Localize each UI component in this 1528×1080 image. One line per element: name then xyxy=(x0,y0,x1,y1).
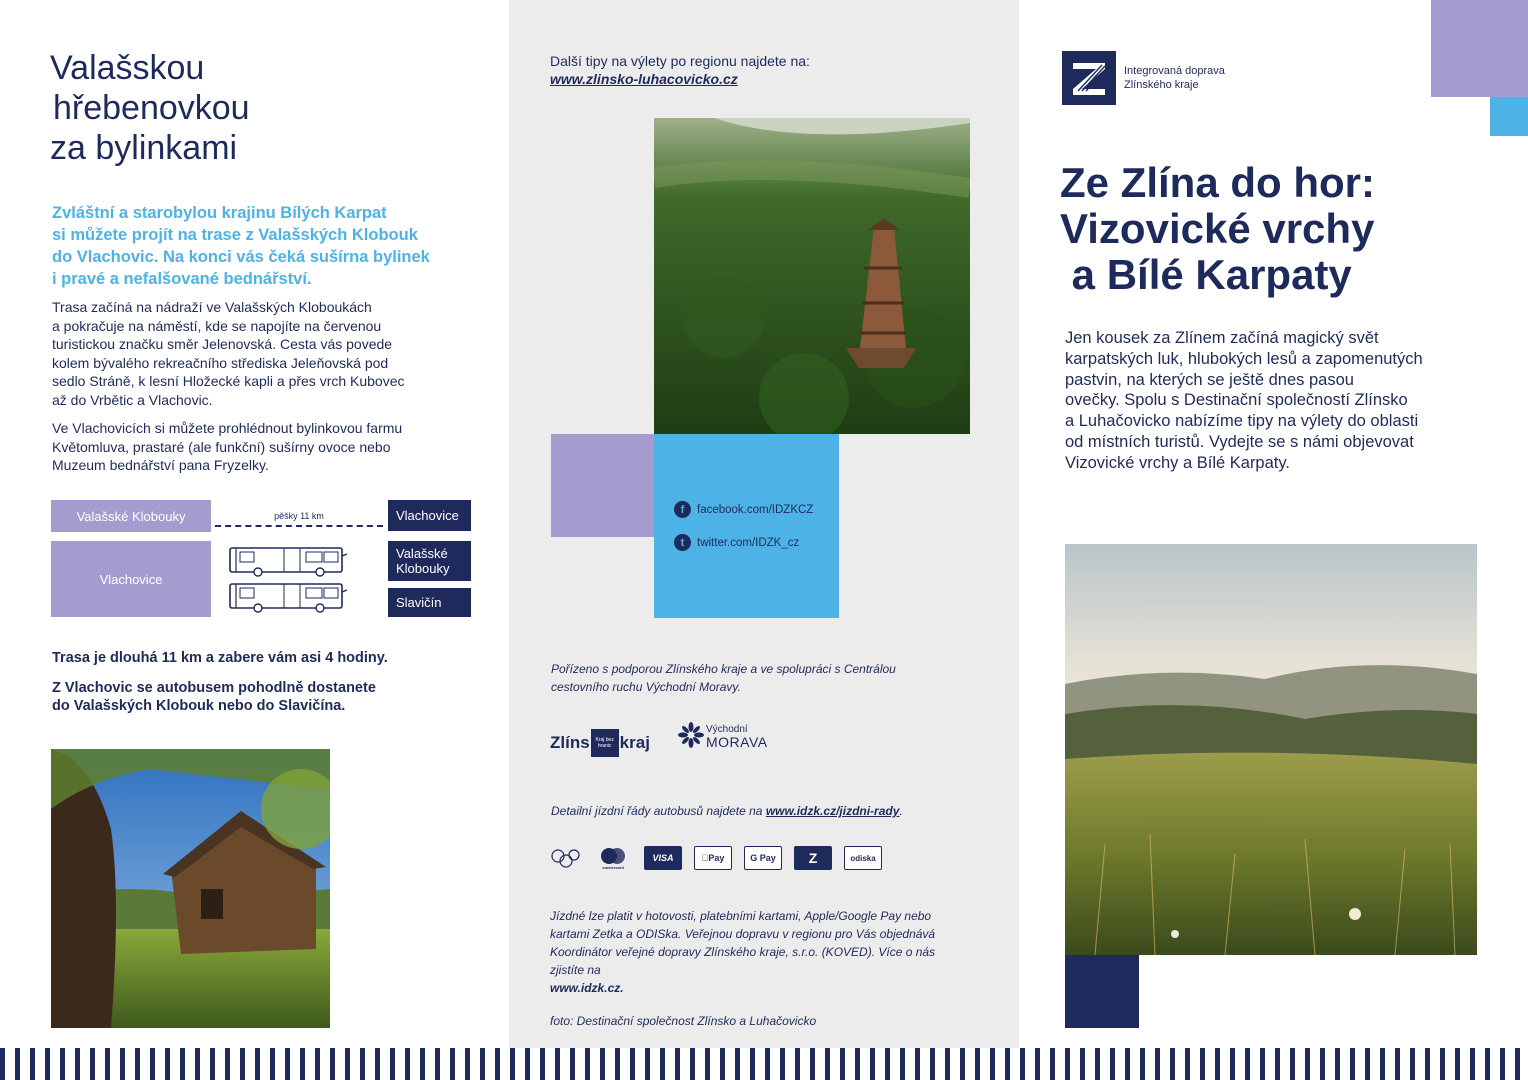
facebook-handle: facebook.com/IDZKCZ xyxy=(697,503,814,516)
brochure-title xyxy=(1060,160,1375,298)
idzk-link[interactable]: www.idzk.cz. xyxy=(550,981,624,995)
coins-icon xyxy=(550,845,582,871)
text-line: Trasa začíná na nádraží ve Valašských Kloboukách xyxy=(52,299,372,315)
text-line: karpatských luk, hlubokých lesů a zapomenutých xyxy=(1065,349,1423,368)
route-summary: Trasa je dlouhá 11 km a zabere vám asi 4 hodiny. xyxy=(52,650,388,666)
route-description xyxy=(52,298,472,409)
logo-text-top: Východní xyxy=(706,724,748,735)
navy-accent-square xyxy=(1065,955,1139,1028)
twitter-link[interactable] xyxy=(674,534,799,551)
lavender-corner-block xyxy=(1431,0,1528,97)
flower-icon xyxy=(678,722,704,748)
logo-box: Kraj bez hranic xyxy=(591,729,619,757)
text-line: Ve Vlachovicích si můžete prohlédnout bylinkovou farmu xyxy=(52,420,403,436)
text-line: až do Vrbětic a Vlachovic. xyxy=(52,391,213,408)
title-line: Vizovické vrchy xyxy=(1060,205,1375,252)
walk-route-line xyxy=(215,525,383,527)
lookout-tower-photo xyxy=(654,118,970,434)
tips-website-link[interactable]: www.zlinsko-luhacovicko.cz xyxy=(550,71,738,87)
text-line: turistickou značku směr Jelenovská. Cesta vás povede xyxy=(52,336,393,352)
more-tips-text: Další tipy na výlety po regionu najdete na: xyxy=(550,53,810,69)
text-line: Jen kousek za Zlínem začíná magický svět xyxy=(1065,329,1379,347)
idzk-logo-icon xyxy=(1062,51,1116,105)
meadow-landscape-photo xyxy=(1065,544,1477,955)
period: . xyxy=(899,804,903,818)
text-line xyxy=(550,961,980,997)
timetable-text: Detailní jízdní řády autobusů najdete na xyxy=(551,804,763,818)
title-line: Ze Zlína do hor: xyxy=(1060,159,1375,206)
text-line: Pořízeno s podporou Zlínského kraje a ve spolupráci s Centrálou xyxy=(551,662,896,676)
destination-line: Valašské xyxy=(396,546,448,561)
text-line: od místních turistů. Vydejte se s námi objevovat xyxy=(1065,432,1414,451)
text-line: Muzeum bednářství pana Fryzelky. xyxy=(52,457,269,473)
facebook-icon: f xyxy=(674,501,691,518)
wooden-cabin-photo xyxy=(51,749,330,1028)
photo-credit: foto: Destinační společnost Zlínsko a Luhačovicko xyxy=(550,1014,817,1028)
text-line: a pokračuje na náměstí, kde se napojíte na červenou xyxy=(52,317,382,334)
odiska-icon: odiska xyxy=(844,846,882,870)
striped-footer-border xyxy=(0,1048,1528,1080)
org-line: Zlínského kraje xyxy=(1124,79,1199,91)
left-panel-title xyxy=(50,48,470,168)
apple-glyph xyxy=(702,853,709,863)
google-pay-icon: G Pay xyxy=(744,846,782,870)
left-panel-lead xyxy=(52,202,472,290)
zetka-icon: Z xyxy=(794,846,832,870)
text-prefix: zjistíte na xyxy=(550,963,601,977)
apple-pay-label: Pay xyxy=(704,853,721,863)
logo-text: kraj xyxy=(619,733,650,752)
org-line: Integrovaná doprava xyxy=(1124,65,1225,77)
logo-text: Zlíns xyxy=(550,733,590,752)
title-line: za bylinkami xyxy=(50,129,238,167)
organization-name xyxy=(1124,64,1225,92)
bus-destination-2-box: Slavičín xyxy=(388,588,471,617)
visa-icon: VISA xyxy=(644,846,682,870)
destination-line: Klobouky xyxy=(396,561,450,576)
text-line: Koordinátor veřejné dopravy Zlínského kraje, s.r.o. (KOVED). Více o nás xyxy=(550,945,936,959)
bus-icon xyxy=(228,580,350,614)
payment-methods xyxy=(550,845,882,871)
text-line: Květomluva, prastaré (ale funkční) sušírny ovoce nebo xyxy=(52,438,391,455)
support-note xyxy=(551,660,971,696)
lead-line: i pravé a nefalšované bednářství. xyxy=(52,270,312,288)
text-line: kartami Zetka a ODISka. Veřejnou dopravu v regionu pro Vás objednává xyxy=(550,927,936,941)
title-line: a Bílé Karpaty xyxy=(1060,251,1352,298)
text-line: do Valašských Klobouk nebo do Slavičína. xyxy=(52,698,346,714)
bus-origin-box: Vlachovice xyxy=(51,541,211,617)
text-line: a Luhačovicko nabízíme tipy na výlety do oblasti xyxy=(1065,412,1419,431)
mastercard-icon xyxy=(594,846,632,870)
bus-icon xyxy=(228,544,350,578)
apple-pay-icon xyxy=(694,846,732,870)
text-line: kolem bývalého rekreačního střediska Jeleňovská pod xyxy=(52,354,389,371)
logo-text xyxy=(706,724,768,748)
destination-description xyxy=(52,419,472,475)
mastercard-label: mastercard xyxy=(602,865,624,870)
blue-corner-block xyxy=(1490,97,1528,136)
title-line: hřebenovkou xyxy=(53,89,250,127)
text-line: cestovního ruchu Východní Moravy. xyxy=(551,680,741,694)
logo-text-bottom: MORAVA xyxy=(706,734,768,750)
text-line: Jízdné lze platit v hotovosti, platebními kartami, Apple/Google Pay nebo xyxy=(550,909,932,923)
social-media-box xyxy=(654,434,839,618)
twitter-handle: twitter.com/IDZK_cz xyxy=(697,536,800,549)
timetable-link[interactable]: www.idzk.cz/jizdni-rady xyxy=(765,804,900,818)
brochure-intro xyxy=(1065,328,1485,474)
twitter-icon: t xyxy=(674,534,691,551)
zlinsky-kraj-logo xyxy=(550,728,650,758)
route-walk-end-box: Vlachovice xyxy=(388,500,471,531)
bus-connection-note xyxy=(52,679,472,715)
lavender-accent-square xyxy=(551,434,655,537)
title-line: Valašskou xyxy=(50,49,205,87)
timetable-note xyxy=(551,802,991,820)
payment-info xyxy=(550,907,980,997)
lead-line: Zvláštní a starobylou krajinu Bílých Karpat xyxy=(52,204,387,222)
text-line: pastvin, na kterých se ještě dnes pasou xyxy=(1065,370,1354,389)
lead-line: do Vlachovic. Na konci vás čeká sušírna bylinek xyxy=(52,248,430,266)
walk-distance-label: pěšky 11 km xyxy=(274,511,324,521)
text-line: sedlo Stráně, k lesní Hložecké kapli a přes vrch Kubovec xyxy=(52,373,405,389)
facebook-link[interactable] xyxy=(674,501,813,518)
route-start-box: Valašské Klobouky xyxy=(51,500,211,532)
bus-destination-1-box xyxy=(388,541,471,581)
vychodni-morava-logo xyxy=(678,722,768,748)
text-line: Vizovické vrchy a Bílé Karpaty. xyxy=(1065,453,1290,472)
text-line: ovečky. Spolu s Destinační společností Zlínsko xyxy=(1065,391,1408,410)
lead-line: si můžete projít na trase z Valašských Klobouk xyxy=(52,226,418,244)
text-line: Z Vlachovic se autobusem pohodlně dostanete xyxy=(52,680,376,696)
